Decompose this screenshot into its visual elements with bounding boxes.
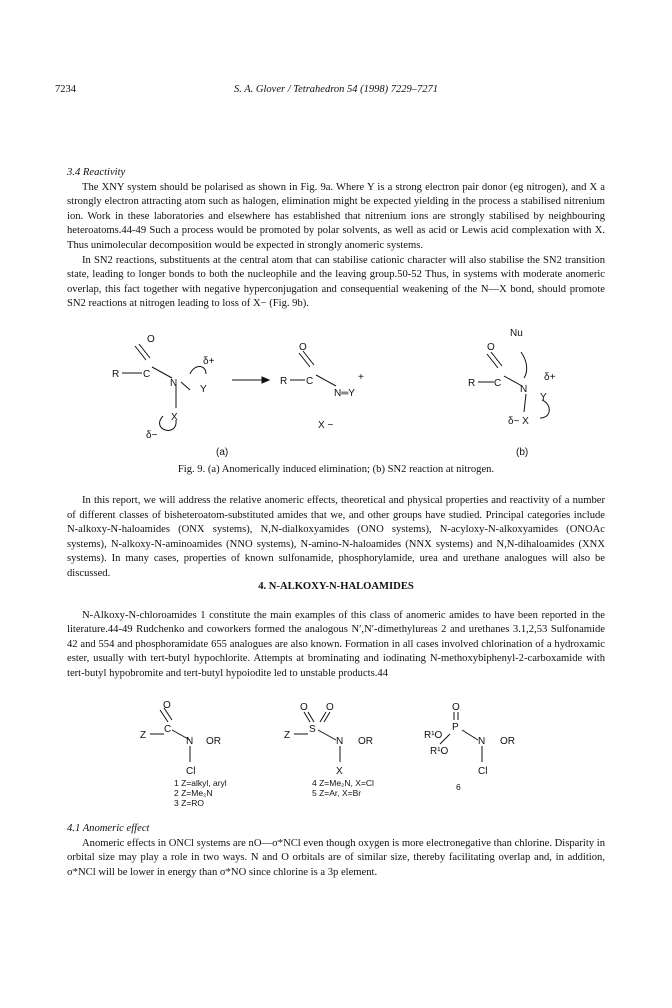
group-or: OR [358,736,373,747]
section-4-1 [67,822,605,880]
atom-o: O [326,702,334,713]
atom-n-double-y: N═Y [334,388,355,399]
compound-label: 5 Z=Ar, X=Br [312,788,362,798]
group-r1o: R¹O [430,746,449,757]
section-heading: 4. N-ALKOXY-N-HALOAMIDES [258,581,414,592]
delta-plus: δ+ [203,356,215,367]
section-heading: 3.4 Reactivity [67,167,126,178]
atom-x: X [171,412,178,423]
atom-o: O [147,334,155,345]
label-b: (b) [516,447,529,458]
atom-r: R [280,376,288,387]
nucleophile: Nu [510,328,523,339]
atom-cl: Cl [186,766,196,777]
paragraph: Anomeric effects in ONCl systems are nO—σ*NCl even though oxygen is more electronegative than chlorine. Disparity in orbital size may play a role in two ways. N and O orbitals are of similar size, thereby facilitating overlap and, in addition, σ*NCl will be lower in energy than σ*NO since chlorine is a 3p element. [67,837,605,878]
section-4 [67,580,605,682]
atom-r: R [112,369,120,380]
atom-x: X [336,766,343,777]
journal-reference: S. A. Glover / Tetrahedron 54 (1998) 7229–7271 [233,84,439,95]
figure-caption: Fig. 9. (a) Anomerically induced elimination; (b) SN2 reaction at nitrogen. [177,464,495,475]
atom-o: O [299,342,307,353]
paragraph: The XNY system should be polarised as shown in Fig. 9a. Where Y is a strong electron pair donor (eg nitrogen), and X a strongly electron attracting atom such as halogen, elimination might be expected yielding in the process a stabilised nitrenium ion. Work in these laboratories and elsewhere has established that nitrenium ions are strongly stabilised by neighbouring heteroatoms.44-49 Such a process would be promoted by polar solvents, as well as acid or Lewis acid complexation with X. Thus unimolecular decomposition would be expected in strongly anomeric systems. [67,181,605,251]
compound-label: 2 Z=Me₂N [174,788,213,798]
atom-y: Y [540,392,547,403]
atom-o: O [487,342,495,353]
atom-s: S [309,724,316,735]
atom-o: O [300,702,308,713]
atom-z: Z [140,730,147,741]
compound-label-6: 6 [456,782,461,792]
atom-n: N [336,736,344,747]
group-r1o: R¹O [424,730,443,741]
compound-label: 4 Z=Me₂N, X=Cl [312,778,374,788]
section-3-4 [67,166,605,312]
figure-9 [0,320,672,480]
atom-c: C [164,724,172,735]
delta-plus: δ+ [544,372,556,383]
atom-r: R [468,378,476,389]
atom-n: N [170,378,178,389]
atom-cl: Cl [478,766,488,777]
atom-o: O [452,702,460,713]
atom-c: C [143,369,151,380]
x-minus: X − [318,420,334,431]
compound-label: 3 Z=RO [174,798,204,808]
atom-c: C [494,378,502,389]
compound-labels-4-5 [312,778,374,798]
atom-y: Y [200,384,207,395]
paragraph: In SN2 reactions, substituents at the central atom that can stabilise cationic character will also stabilise the SN2 transition state, leading to longer bonds to both the nucleophile and the leaving group.50-52 Thus, in systems with moderate anomeric overlap, this fact together with negative hyperconjugation and consequential weakening of the N—X bond, should promote SN2 reactions at nitrogen leading to loss of X− (Fig. 9b). [67,254,605,310]
group-or: OR [206,736,221,747]
atom-o: O [163,700,171,711]
atom-p: P [452,722,459,733]
atom-c: C [306,376,314,387]
atom-n: N [186,736,194,747]
label-a: (a) [216,447,229,458]
compound-labels-1-3 [174,778,227,808]
plus-charge: + [358,372,364,383]
paragraph: In this report, we will address the relative anomeric effects, theoretical and physical properties and reactivity of a number of different classes of bisheteroatom-substituted amides that we, and other groups have studied. Principal categories include N-alkoxy-N-haloamides (ONX systems), N,N-dialkoxyamides (ONO systems), N-acyloxy-N-alkoxyamides (ONOAc systems), N-alkoxy-N-aminoamides (NNO systems), N-amino-N-haloamides (NNX systems) and N,N-dihaloamides (XNX systems). In many cases, properties of known sulfonamide, phosphorylamide, urea and urethane analogues will also be discussed. [67,495,605,579]
section-heading: 4.1 Anomeric effect [67,823,150,834]
delta-minus: δ− [146,430,158,441]
atom-n: N [520,384,528,395]
report-section [67,494,605,582]
delta-minus-x: δ− X [508,416,529,427]
paragraph: N-Alkoxy-N-chloroamides 1 constitute the main examples of this class of anomeric amides to have been reported in the literature.44-49 Rudchenko and coworkers formed the analogous N′,N′-dimethylureas 2 and urethanes 3.1,2,53 Sulfonamide 42 and 554 and phosphoramidate 655 analogues are also known. Formation in all cases involved chlorination of a hydroxamic ester, usually with tert-butyl hypochlorite. Attempts at brominating and iodinating N-methoxybiphenyl-2-carboxamide with tert-butyl hypobromite and tert-butyl hypoiodite led to unstable products.44 [67,609,605,679]
page-number: 7234 [55,84,76,95]
atom-n: N [478,736,486,747]
group-or: OR [500,736,515,747]
atom-z: Z [284,730,291,741]
compound-label: 1 Z=alkyl, aryl [174,778,227,788]
